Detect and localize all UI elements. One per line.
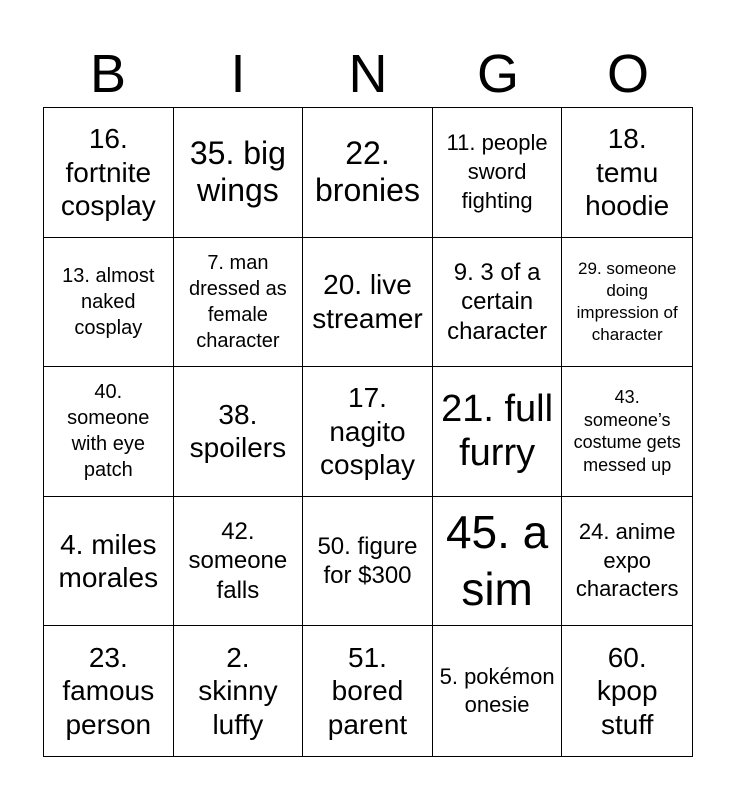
cell-text: 21. full furry	[441, 388, 554, 475]
header-letter-b: B	[89, 44, 127, 104]
bingo-cell[interactable]	[44, 238, 174, 368]
bingo-cell[interactable]	[174, 497, 304, 627]
cell-text: 23. famous person	[62, 641, 155, 740]
bingo-cell[interactable]	[303, 497, 433, 627]
bingo-cell[interactable]	[562, 367, 692, 497]
cell-text: 11. people sword fighting	[446, 130, 548, 213]
cell-text: 2. skinny luffy	[198, 641, 278, 740]
cell-text: 43. someone’s costume gets messed up	[573, 387, 681, 475]
cell-text: 22. bronies	[315, 134, 420, 209]
cell-text: 20. live streamer	[312, 269, 423, 334]
cell-text: 60. kpop stuff	[596, 641, 658, 740]
bingo-cell[interactable]	[562, 497, 692, 627]
cell-text: 7. man dressed as female character	[188, 251, 287, 352]
cell-text: 17. nagito cosplay	[320, 382, 415, 481]
bingo-board	[43, 107, 693, 757]
cell-text: 18. temu hoodie	[585, 122, 670, 222]
cell-text: 51. bored parent	[327, 641, 408, 740]
cell-text: 13. almost naked cosplay	[62, 264, 155, 339]
header-letter-n: N	[348, 44, 388, 104]
bingo-cell[interactable]	[174, 367, 304, 497]
cell-text: 9. 3 of a certain character	[447, 258, 548, 345]
bingo-cell[interactable]	[44, 367, 174, 497]
cell-text: 45. a sim	[445, 505, 549, 616]
header-letter-i: I	[230, 44, 246, 104]
bingo-cell[interactable]	[44, 497, 174, 627]
bingo-cell[interactable]	[433, 367, 563, 497]
cell-text: 38. spoilers	[189, 398, 287, 464]
cell-text: 16. fortnite cosplay	[60, 122, 156, 222]
bingo-cell[interactable]	[562, 108, 692, 238]
bingo-header	[43, 40, 693, 108]
bingo-cell[interactable]	[433, 626, 563, 756]
cell-text: 4. miles morales	[58, 528, 159, 594]
cell-text: 40. someone with eye patch	[67, 381, 150, 482]
bingo-cell[interactable]	[303, 238, 433, 368]
header-letter-g: G	[476, 44, 519, 104]
bingo-cell[interactable]	[44, 108, 174, 238]
header-letter-o: O	[606, 44, 649, 104]
bingo-cell[interactable]	[303, 367, 433, 497]
bingo-cell[interactable]	[174, 238, 304, 368]
bingo-cell[interactable]	[44, 626, 174, 756]
cell-text: 24. anime expo characters	[575, 519, 679, 602]
cell-text: 5. pokémon onesie	[439, 663, 555, 718]
bingo-cell[interactable]	[433, 108, 563, 238]
cell-text: 29. someone doing impression of character	[576, 258, 678, 344]
cell-text: 50. figure for $300	[317, 532, 418, 590]
bingo-cell[interactable]	[433, 238, 563, 368]
bingo-cell[interactable]	[433, 497, 563, 627]
cell-text: 42. someone falls	[188, 518, 288, 604]
bingo-cell[interactable]	[174, 626, 304, 756]
bingo-cell[interactable]	[562, 626, 692, 756]
bingo-cell[interactable]	[303, 626, 433, 756]
cell-text: 35. big wings	[189, 134, 286, 209]
bingo-cell[interactable]	[562, 238, 692, 368]
bingo-cell[interactable]	[303, 108, 433, 238]
bingo-cell[interactable]	[174, 108, 304, 238]
